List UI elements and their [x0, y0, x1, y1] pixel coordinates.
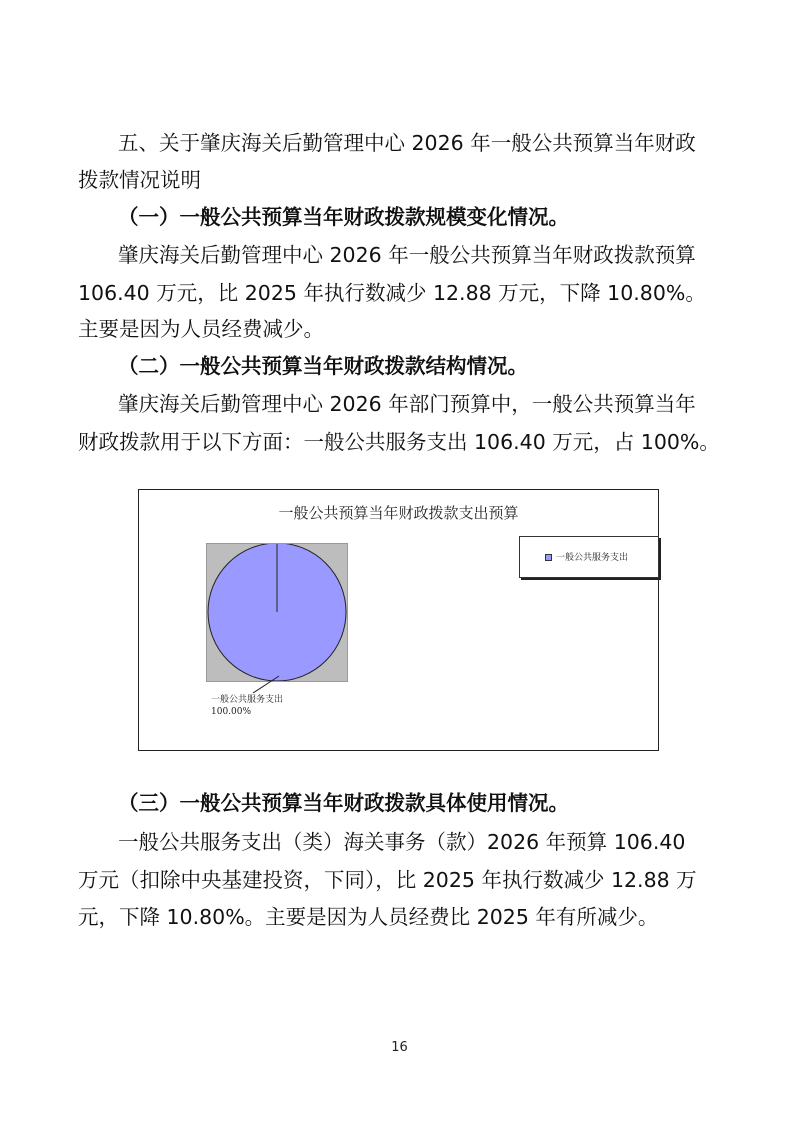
- legend-label: 一般公共服务支出: [556, 553, 629, 563]
- chart-title: 一般公共预算当年财政拨款支出预算: [278, 504, 519, 522]
- page-number: 16: [391, 1040, 408, 1055]
- part3-paragraph-line1: 一般公共服务支出（类）海关事务（款）2026 年预算 106.40: [118, 830, 686, 854]
- part1-paragraph-line3: 主要是因为人员经费减少。: [78, 317, 324, 341]
- data-label-name: 一般公共服务支出: [211, 695, 284, 705]
- part3-heading: （三）一般公共预算当年财政拨款具体使用情况。: [118, 791, 569, 815]
- section-heading-line2: 拨款情况说明: [78, 168, 201, 192]
- section-heading-line1: 五、关于肇庆海关后勤管理中心 2026 年一般公共预算当年财政: [118, 131, 696, 155]
- pie-data-label: [211, 694, 283, 718]
- part3-paragraph-line3: 元，下降 10.80%。主要是因为人员经费比 2025 年有所减少。: [78, 905, 659, 929]
- chart-legend: [519, 536, 659, 578]
- data-label-leader-line: [253, 676, 279, 693]
- chart-plot-area: [206, 543, 348, 682]
- pie-slices: [208, 544, 346, 681]
- legend-swatch: [545, 554, 552, 561]
- pie-svg: [207, 544, 347, 681]
- part3-paragraph-line2: 万元（扣除中央基建投资，下同），比 2025 年执行数减少 12.88 万: [78, 868, 697, 892]
- part2-paragraph-line1: 肇庆海关后勤管理中心 2026 年部门预算中，一般公共预算当年: [118, 392, 696, 416]
- part1-paragraph-line1: 肇庆海关后勤管理中心 2026 年一般公共预算当年财政拨款预算: [118, 243, 696, 267]
- part2-paragraph-line2: 财政拨款用于以下方面：一般公共服务支出 106.40 万元，占 100%。: [78, 430, 720, 454]
- part1-paragraph-line2: 106.40 万元，比 2025 年执行数减少 12.88 万元，下降 10.80%。: [78, 281, 706, 305]
- data-label-percent: 100.00%: [211, 707, 252, 717]
- pie-chart: [138, 489, 659, 751]
- part2-heading: （二）一般公共预算当年财政拨款结构情况。: [118, 354, 528, 378]
- part1-heading: （一）一般公共预算当年财政拨款规模变化情况。: [118, 205, 569, 229]
